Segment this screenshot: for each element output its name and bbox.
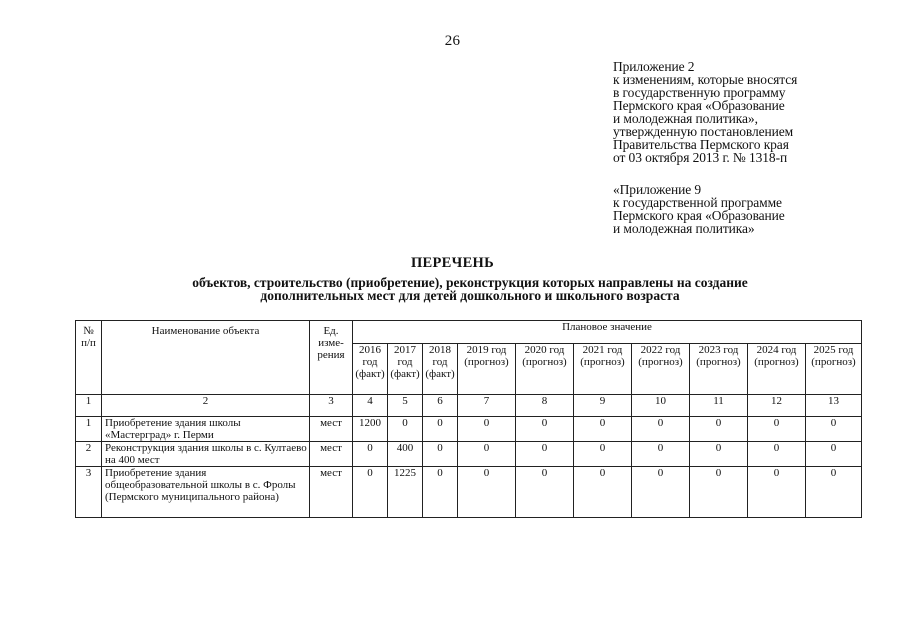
value-cell: 0 xyxy=(690,467,748,518)
header-year: 2018 год (факт) xyxy=(423,344,458,395)
appendix-program xyxy=(613,183,785,235)
column-number: 1 xyxy=(76,395,102,417)
column-number: 6 xyxy=(423,395,458,417)
appendix-line: к государственной программе xyxy=(613,195,782,210)
value-cell: 0 xyxy=(574,467,632,518)
column-number: 5 xyxy=(388,395,423,417)
value-cell: 0 xyxy=(690,417,748,442)
header-name: Наименование объекта xyxy=(102,321,310,395)
page-number: 26 xyxy=(444,33,461,49)
value-cell: 0 xyxy=(458,442,516,467)
value-cell: 1200 xyxy=(353,417,388,442)
value-cell: 0 xyxy=(806,467,862,518)
value-cell: 0 xyxy=(748,467,806,518)
object-name: Приобретение здания школы «Мастерград» г. Перми xyxy=(102,417,310,442)
value-cell: 0 xyxy=(388,417,423,442)
header-year: 2017 год (факт) xyxy=(388,344,423,395)
value-cell: 0 xyxy=(423,442,458,467)
unit-cell: мест xyxy=(310,467,353,518)
header-year: 2024 год (прогноз) xyxy=(748,344,806,395)
column-number: 9 xyxy=(574,395,632,417)
row-num: 3 xyxy=(76,467,102,518)
value-cell: 0 xyxy=(806,442,862,467)
column-number: 12 xyxy=(748,395,806,417)
object-name: Приобретение здания общеобразовательной школы в с. Фролы (Пермского муниципального района) xyxy=(102,467,310,518)
value-cell: 0 xyxy=(748,417,806,442)
column-number: 11 xyxy=(690,395,748,417)
value-cell: 0 xyxy=(574,417,632,442)
appendix-line: и молодежная политика», xyxy=(613,111,758,126)
appendix-line: и молодежная политика» xyxy=(613,221,755,236)
value-cell: 0 xyxy=(574,442,632,467)
value-cell: 1225 xyxy=(388,467,423,518)
column-number: 4 xyxy=(353,395,388,417)
value-cell: 0 xyxy=(748,442,806,467)
appendix-line: «Приложение 9 xyxy=(613,182,702,197)
value-cell: 0 xyxy=(632,467,690,518)
row-num: 2 xyxy=(76,442,102,467)
appendix-line: утвержденную постановлением xyxy=(613,124,794,139)
value-cell: 0 xyxy=(632,442,690,467)
header-num: № п/п xyxy=(76,321,102,395)
column-number: 7 xyxy=(458,395,516,417)
value-cell: 0 xyxy=(632,417,690,442)
appendix-reference xyxy=(613,60,797,164)
subtitle-line: дополнительных мест для детей дошкольного и школьного возраста xyxy=(260,288,680,303)
appendix-line: Пермского края «Образование xyxy=(613,98,785,113)
value-cell: 0 xyxy=(353,442,388,467)
table-row xyxy=(76,467,862,518)
value-cell: 0 xyxy=(423,467,458,518)
column-number-row xyxy=(76,395,862,417)
objects-table xyxy=(75,320,862,518)
appendix-line: в государственную программу xyxy=(613,85,786,100)
value-cell: 0 xyxy=(423,417,458,442)
value-cell: 0 xyxy=(516,467,574,518)
header-year: 2019 год (прогноз) xyxy=(458,344,516,395)
value-cell: 0 xyxy=(516,442,574,467)
appendix-line: Приложение 2 xyxy=(613,59,695,74)
unit-cell: мест xyxy=(310,442,353,467)
value-cell: 400 xyxy=(388,442,423,467)
column-number: 8 xyxy=(516,395,574,417)
value-cell: 0 xyxy=(806,417,862,442)
unit-cell: мест xyxy=(310,417,353,442)
header-year: 2025 год (прогноз) xyxy=(806,344,862,395)
appendix-line: Правительства Пермского края xyxy=(613,137,789,152)
document-subtitle xyxy=(150,276,790,302)
table-row xyxy=(76,442,862,467)
value-cell: 0 xyxy=(458,417,516,442)
header-unit: Ед. изме- рения xyxy=(310,321,353,395)
object-name: Реконструкция здания школы в с. Култаево на 400 мест xyxy=(102,442,310,467)
header-year: 2023 год (прогноз) xyxy=(690,344,748,395)
header-year: 2016 год (факт) xyxy=(353,344,388,395)
column-number: 10 xyxy=(632,395,690,417)
column-number: 2 xyxy=(102,395,310,417)
value-cell: 0 xyxy=(516,417,574,442)
value-cell: 0 xyxy=(690,442,748,467)
appendix-line: к изменениям, которые вносятся xyxy=(613,72,798,87)
column-number: 3 xyxy=(310,395,353,417)
column-number: 13 xyxy=(806,395,862,417)
appendix-line: от 03 октября 2013 г. № 1318-п xyxy=(613,150,788,165)
table-row xyxy=(76,417,862,442)
document-title: ПЕРЕЧЕНЬ xyxy=(410,255,495,271)
row-num: 1 xyxy=(76,417,102,442)
appendix-line: Пермского края «Образование xyxy=(613,208,785,223)
header-planned-value: Плановое значение xyxy=(353,321,862,344)
subtitle-line: объектов, строительство (приобретение), реконструкция которых направлены на создание xyxy=(192,275,748,290)
header-year: 2022 год (прогноз) xyxy=(632,344,690,395)
header-year: 2020 год (прогноз) xyxy=(516,344,574,395)
value-cell: 0 xyxy=(458,467,516,518)
value-cell: 0 xyxy=(353,467,388,518)
header-year: 2021 год (прогноз) xyxy=(574,344,632,395)
